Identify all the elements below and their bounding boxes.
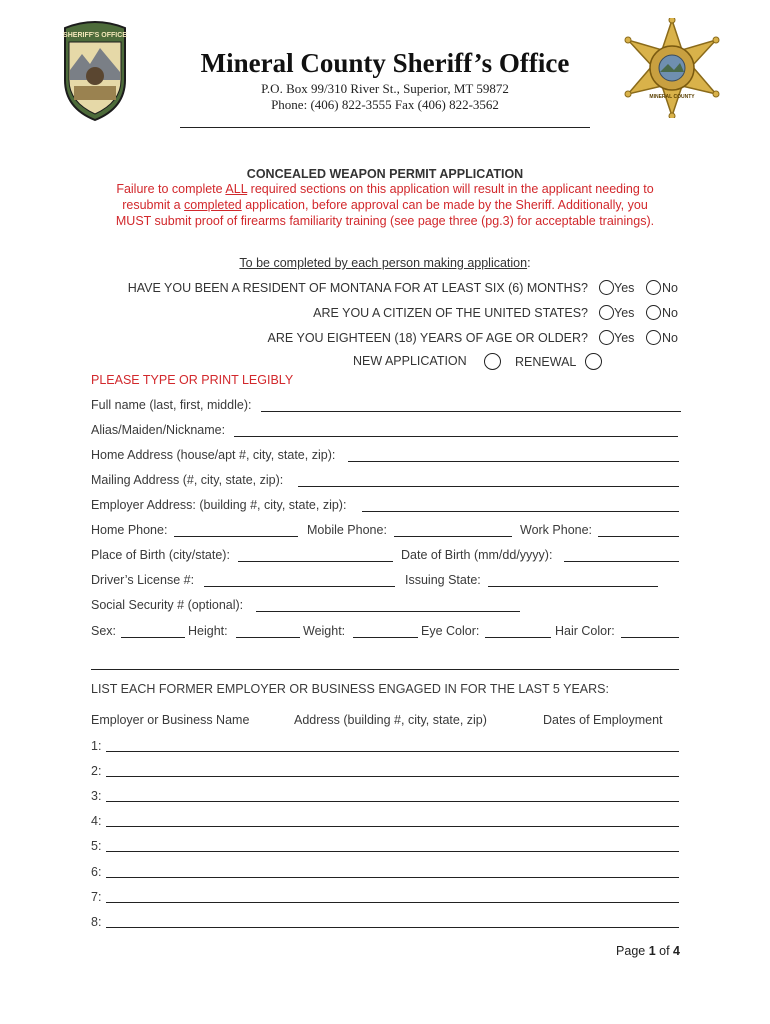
weight-field[interactable] xyxy=(353,637,418,638)
age-yes-radio[interactable] xyxy=(599,330,614,345)
badge-label: MINERAL COUNTY xyxy=(649,94,695,100)
drivers-license-label: Driver’s License #: xyxy=(91,573,195,587)
question-resident: HAVE YOU BEEN A RESIDENT OF MONTANA FOR AT LEAST SIX (6) MONTHS? xyxy=(127,281,588,295)
weight-label: Weight: xyxy=(303,624,346,638)
height-field[interactable] xyxy=(236,637,300,638)
employer-row-number: 8: xyxy=(91,915,102,929)
alias-label: Alias/Maiden/Nickname: xyxy=(91,423,226,437)
employer-row-field-5[interactable] xyxy=(106,851,679,852)
col-employer-name: Employer or Business Name xyxy=(91,713,250,727)
question-age: ARE YOU EIGHTEEN (18) YEARS OF AGE OR OLDER? xyxy=(267,331,588,345)
citizen-yes-label: Yes xyxy=(614,306,635,320)
employer-row-number: 6: xyxy=(91,865,102,879)
employer-row-number: 1: xyxy=(91,739,102,753)
citizen-no-radio[interactable] xyxy=(646,305,661,320)
employer-row-field-7[interactable] xyxy=(106,902,679,903)
patch-label: SHERIFF'S OFFICE xyxy=(63,32,127,39)
hair-color-field[interactable] xyxy=(621,637,679,638)
form-title: CONCEALED WEAPON PERMIT APPLICATION xyxy=(246,167,524,181)
home-phone-field[interactable] xyxy=(174,536,298,537)
instructions: To be completed by each person making application: xyxy=(239,256,531,270)
home-phone-label: Home Phone: xyxy=(91,523,168,537)
ssn-label: Social Security # (optional): xyxy=(91,598,244,612)
warning-line-1: Failure to complete ALL required sections on this application will result in the applicant needing to xyxy=(116,182,654,196)
drivers-license-field[interactable] xyxy=(204,586,395,587)
employer-row-field-2[interactable] xyxy=(106,776,679,777)
mobile-phone-field[interactable] xyxy=(394,536,512,537)
warning-emphasis-completed: completed xyxy=(184,198,242,212)
renewal-label: RENEWAL xyxy=(515,355,577,369)
resident-yes-radio[interactable] xyxy=(599,280,614,295)
employer-row-field-4[interactable] xyxy=(106,826,679,827)
employer-address-label: Employer Address: (building #, city, state, zip): xyxy=(91,498,347,512)
new-application-radio[interactable] xyxy=(484,353,501,370)
work-phone-label: Work Phone: xyxy=(520,523,593,537)
hair-color-label: Hair Color: xyxy=(555,624,615,638)
warning-line-2: resubmit a completed application, before approval can be made by the Sheriff. Additionally, you xyxy=(122,198,648,212)
new-application-label: NEW APPLICATION xyxy=(353,354,467,368)
date-of-birth-label: Date of Birth (mm/dd/yyyy): xyxy=(401,548,553,562)
header-divider xyxy=(180,127,590,128)
citizen-no-label: No xyxy=(662,306,678,320)
citizen-yes-radio[interactable] xyxy=(599,305,614,320)
renewal-radio[interactable] xyxy=(585,353,602,370)
page-number: Page 1 of 4 xyxy=(616,944,680,958)
resident-yes-label: Yes xyxy=(614,281,635,295)
employers-heading: LIST EACH FORMER EMPLOYER OR BUSINESS ENGAGED IN FOR THE LAST 5 YEARS: xyxy=(91,682,609,696)
home-address-label: Home Address (house/apt #, city, state, zip): xyxy=(91,448,336,462)
resident-no-radio[interactable] xyxy=(646,280,661,295)
home-address-field[interactable] xyxy=(348,461,679,462)
employer-row-number: 4: xyxy=(91,814,102,828)
col-employer-address: Address (building #, city, state, zip) xyxy=(294,713,487,727)
employer-row-number: 7: xyxy=(91,890,102,904)
employer-row-number: 3: xyxy=(91,789,102,803)
work-phone-field[interactable] xyxy=(598,536,679,537)
date-of-birth-field[interactable] xyxy=(564,561,679,562)
employer-row-field-1[interactable] xyxy=(106,751,679,752)
issuing-state-label: Issuing State: xyxy=(405,573,481,587)
full-name-label: Full name (last, first, middle): xyxy=(91,398,252,412)
age-yes-label: Yes xyxy=(614,331,635,345)
full-name-field[interactable] xyxy=(261,411,681,412)
employer-row-field-6[interactable] xyxy=(106,877,679,878)
question-citizen: ARE YOU A CITIZEN OF THE UNITED STATES? xyxy=(313,306,588,320)
place-of-birth-field[interactable] xyxy=(238,561,393,562)
resident-no-label: No xyxy=(662,281,678,295)
employer-row-field-8[interactable] xyxy=(106,927,679,928)
mailing-address-field[interactable] xyxy=(298,486,679,487)
sex-label: Sex: xyxy=(91,624,117,638)
employer-row-number: 2: xyxy=(91,764,102,778)
employer-address-field[interactable] xyxy=(362,511,679,512)
age-no-label: No xyxy=(662,331,678,345)
height-label: Height: xyxy=(188,624,228,638)
col-employment-dates: Dates of Employment xyxy=(543,713,663,727)
alias-field[interactable] xyxy=(234,436,678,437)
age-no-radio[interactable] xyxy=(646,330,661,345)
warning-emphasis-all: ALL xyxy=(225,182,248,196)
employer-row-number: 5: xyxy=(91,839,102,853)
print-legibly-notice: PLEASE TYPE OR PRINT LEGIBLY xyxy=(91,373,294,387)
page-title: Mineral County Sheriff’s Office xyxy=(200,48,570,78)
sex-field[interactable] xyxy=(121,637,185,638)
mobile-phone-label: Mobile Phone: xyxy=(307,523,387,537)
ssn-field[interactable] xyxy=(256,611,520,612)
employer-row-field-3[interactable] xyxy=(106,801,679,802)
eye-color-label: Eye Color: xyxy=(421,624,480,638)
eye-color-field[interactable] xyxy=(485,637,551,638)
mailing-address-label: Mailing Address (#, city, state, zip): xyxy=(91,473,284,487)
issuing-state-field[interactable] xyxy=(488,586,658,587)
place-of-birth-label: Place of Birth (city/state): xyxy=(91,548,230,562)
warning-line-3: MUST submit proof of firearms familiarity training (see page three (pg.3) for acceptable trainings). xyxy=(115,214,655,228)
office-phone: Phone: (406) 822-3555 Fax (406) 822-3562 xyxy=(271,97,499,112)
office-address: P.O. Box 99/310 River St., Superior, MT 59872 xyxy=(261,81,509,96)
section-divider xyxy=(91,669,679,670)
